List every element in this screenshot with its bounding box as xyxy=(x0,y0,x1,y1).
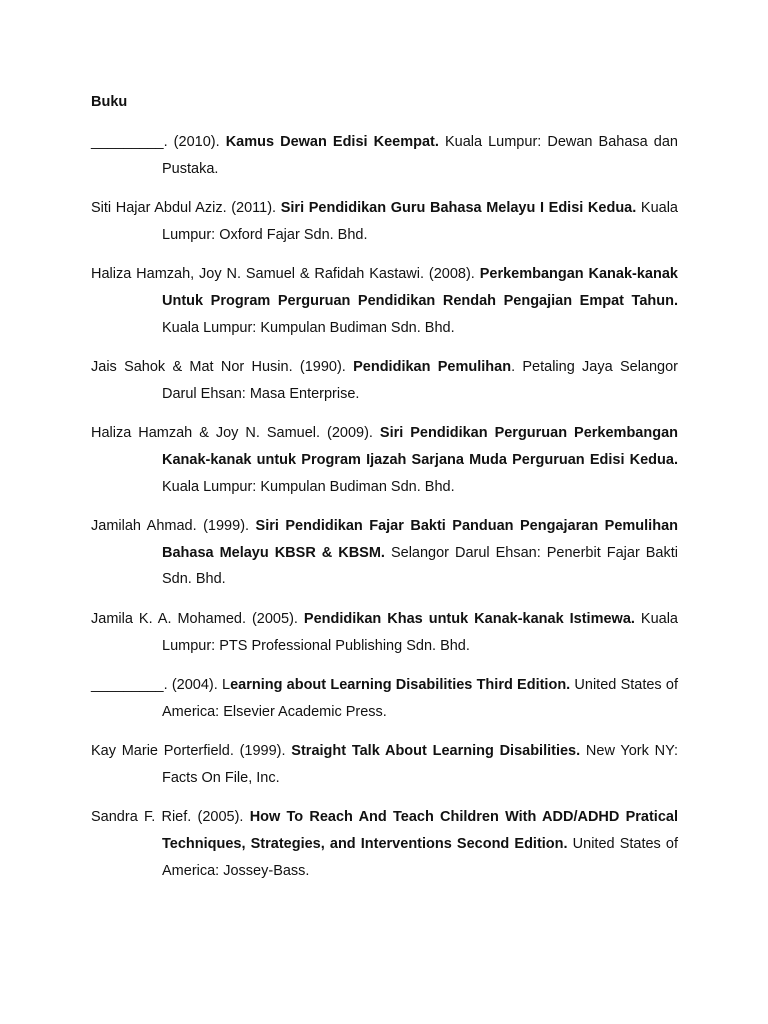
reference-title: Siri Pendidikan Guru Bahasa Melayu I Edisi Kedua. xyxy=(280,200,637,217)
reference-entry xyxy=(91,129,678,182)
reference-entry xyxy=(91,195,678,248)
reference-authors-year: Jais Sahok & Mat Nor Husin. (1990). xyxy=(91,359,354,376)
reference-list xyxy=(91,129,678,897)
reference-title: Kamus Dewan Edisi Keempat. xyxy=(225,134,439,150)
reference-title: Siri Pendidikan Fajar Bakti Panduan Pengajaran Pemulihan Bahasa Melayu KBSR & KBSM. xyxy=(162,518,678,561)
reference-publisher: United States of America: Elsevier Academic Press. xyxy=(162,677,678,720)
reference-publisher: Kuala Lumpur: Kumpulan Budiman Sdn. Bhd. xyxy=(162,478,455,495)
reference-publisher: Selangor Darul Ehsan: Penerbit Fajar Bakti Sdn. Bhd. xyxy=(162,544,678,588)
reference-publisher: Kuala Lumpur: Kumpulan Budiman Sdn. Bhd. xyxy=(162,319,455,336)
reference-authors-year: Siti Hajar Abdul Aziz. (2011). xyxy=(91,200,281,217)
reference-entry xyxy=(91,354,678,407)
reference-entry xyxy=(91,261,678,341)
reference-title: Siri Pendidikan Perguruan Perkembangan Kanak-kanak untuk Program Ijazah Sarjana Muda Perguruan Edisi Kedua. xyxy=(162,425,679,468)
reference-publisher: New York NY: Facts On File, Inc. xyxy=(162,743,678,786)
reference-title: Perkembangan Kanak-kanak Untuk Program Perguruan Pendidikan Rendah Pengajian Empat Tahun. xyxy=(162,266,678,309)
reference-publisher: . Petaling Jaya Selangor Darul Ehsan: Masa Enterprise. xyxy=(162,359,678,402)
reference-title: Pendidikan Pemulihan xyxy=(353,359,512,376)
reference-entry xyxy=(91,513,678,593)
reference-title: Pendidikan Khas untuk Kanak-kanak Istimewa. xyxy=(303,610,635,627)
section-heading: Buku xyxy=(91,94,128,110)
reference-entry xyxy=(91,606,678,659)
reference-authors-year: Jamilah Ahmad. (1999). xyxy=(91,518,256,535)
reference-publisher: Kuala Lumpur: PTS Professional Publishing Sdn. Bhd. xyxy=(162,610,678,654)
reference-publisher: Kuala Lumpur: Dewan Bahasa dan Pustaka. xyxy=(162,134,678,177)
reference-authors-year: _________. (2004). L xyxy=(91,677,231,694)
reference-authors-year: Jamila K. A. Mohamed. (2005). xyxy=(91,610,304,627)
reference-authors-year: _________. (2010). xyxy=(91,134,226,150)
reference-authors-year: Haliza Hamzah, Joy N. Samuel & Rafidah Kastawi. (2008). xyxy=(91,266,480,283)
reference-authors-year: Sandra F. Rief. (2005). xyxy=(91,809,250,826)
reference-title: How To Reach And Teach Children With ADD/ADHD Pratical Techniques, Strategies, and Interventions Second Edition. xyxy=(162,809,678,853)
reference-title: earning about Learning Disabilities Third Edition. xyxy=(230,677,571,694)
reference-entry xyxy=(91,804,678,884)
reference-authors-year: Kay Marie Porterfield. (1999). xyxy=(91,743,292,760)
reference-entry xyxy=(91,738,678,791)
reference-publisher: Kuala Lumpur: Oxford Fajar Sdn. Bhd. xyxy=(162,200,678,243)
reference-publisher: United States of America: Jossey-Bass. xyxy=(162,836,678,879)
reference-title: Straight Talk About Learning Disabilities. xyxy=(291,743,581,760)
reference-entry xyxy=(91,420,678,500)
reference-authors-year: Haliza Hamzah & Joy N. Samuel. (2009). xyxy=(91,425,380,442)
reference-entry xyxy=(91,672,678,725)
